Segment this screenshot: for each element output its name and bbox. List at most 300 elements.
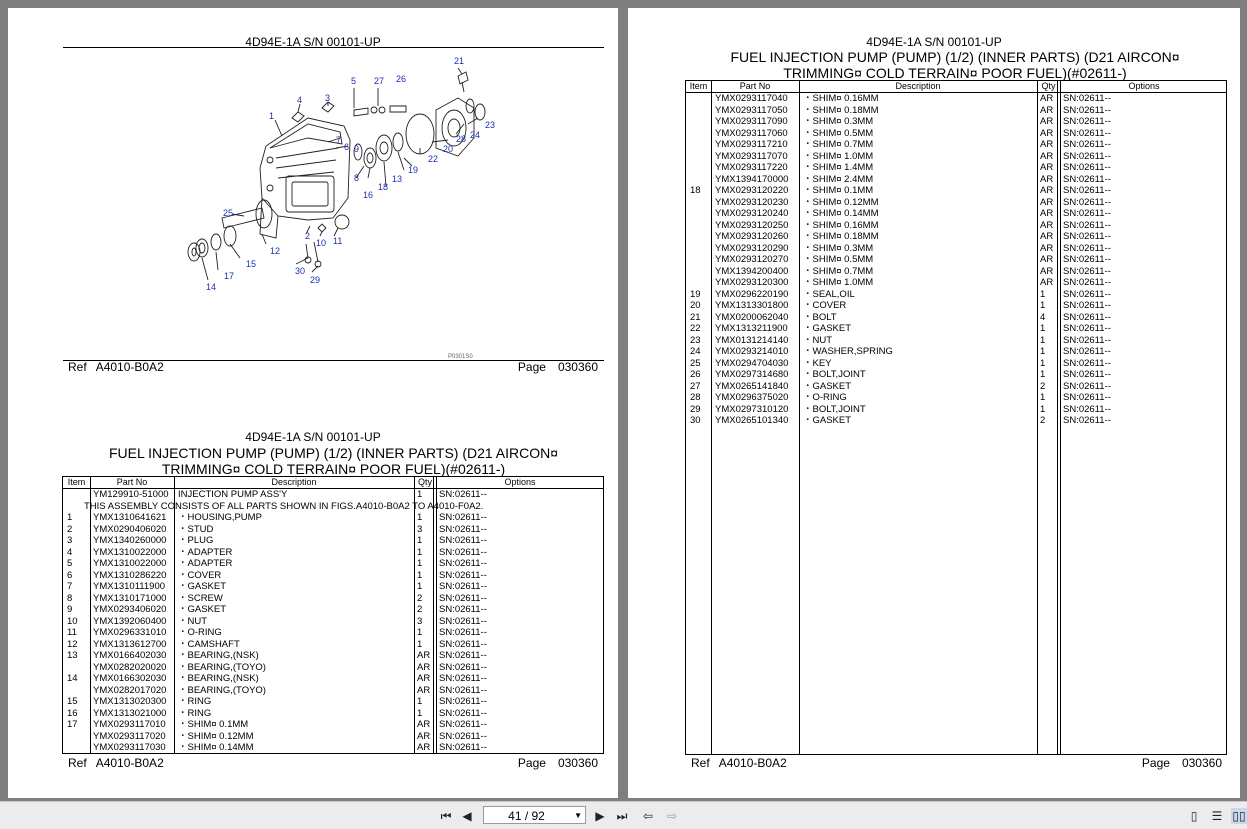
options: SN:02611-- bbox=[439, 730, 487, 742]
table-row bbox=[63, 501, 603, 513]
quantity: 1 bbox=[417, 512, 423, 523]
callout-number: 3 bbox=[325, 93, 331, 103]
item-number: 28 bbox=[690, 392, 701, 403]
part-number: YMX1313301800 bbox=[715, 300, 789, 311]
part-number: YMX0296375020 bbox=[715, 392, 789, 403]
part-description: ・SHIM¤ 0.5MM bbox=[803, 254, 874, 265]
callout-number: 15 bbox=[246, 259, 257, 269]
part-description: ・SHIM¤ 0.7MM bbox=[803, 265, 874, 277]
table-row bbox=[63, 708, 603, 720]
table-header-right: Item Part No Description Qty Options bbox=[686, 81, 1226, 93]
quantity: 2 bbox=[417, 592, 423, 604]
ref-label-right: Ref A4010-B0A2 bbox=[691, 756, 787, 770]
callout-number: 24 bbox=[470, 130, 481, 140]
table-row bbox=[63, 685, 603, 697]
part-description: ・HOUSING,PUMP bbox=[178, 512, 262, 523]
part-description: ・GASKET bbox=[803, 323, 852, 334]
callout-number: 22 bbox=[428, 154, 439, 164]
item-number: 16 bbox=[67, 707, 78, 719]
item-number: 3 bbox=[67, 535, 73, 546]
item-number: 20 bbox=[690, 300, 701, 311]
callout-number: 9 bbox=[354, 144, 360, 154]
quantity: 1 bbox=[1040, 288, 1046, 300]
part-number: YMX1313020300 bbox=[93, 696, 167, 707]
item-number: 17 bbox=[67, 719, 78, 730]
options: SN:02611-- bbox=[1063, 185, 1111, 196]
document-page-left bbox=[8, 8, 618, 798]
table-row bbox=[686, 254, 1226, 266]
part-number: YMX0293120230 bbox=[715, 196, 789, 208]
last-page-icon[interactable]: ⏭ bbox=[616, 809, 628, 823]
part-number: YMX0200062040 bbox=[715, 311, 789, 323]
parts-table-left bbox=[62, 476, 604, 754]
options: SN:02611-- bbox=[1063, 415, 1111, 426]
options: SN:02611-- bbox=[1063, 357, 1111, 369]
item-number: 7 bbox=[67, 581, 73, 592]
part-number: YMX1310641621 bbox=[93, 512, 167, 523]
quantity: AR bbox=[1040, 231, 1054, 242]
table-row bbox=[686, 266, 1226, 278]
options: SN:02611-- bbox=[1063, 104, 1111, 116]
table-row bbox=[63, 570, 603, 582]
item-number: 21 bbox=[690, 311, 701, 323]
item-number: 9 bbox=[67, 604, 73, 615]
part-description: ・BOLT,JOINT bbox=[803, 369, 866, 380]
options: SN:02611-- bbox=[1063, 162, 1111, 173]
options: SN:02611-- bbox=[439, 615, 487, 627]
callout-number: 5 bbox=[351, 76, 357, 86]
callout-number: 4 bbox=[297, 95, 303, 105]
table-row bbox=[63, 581, 603, 593]
part-number: YMX1310111900 bbox=[93, 581, 166, 592]
table-row bbox=[63, 558, 603, 570]
part-description: ・SHIM¤ 1.0MM bbox=[803, 150, 874, 162]
quantity: AR bbox=[1040, 277, 1054, 288]
table-row bbox=[63, 616, 603, 628]
table-row bbox=[63, 512, 603, 524]
options: SN:02611-- bbox=[1063, 334, 1111, 346]
quantity: AR bbox=[417, 719, 431, 730]
quantity: 1 bbox=[417, 569, 423, 581]
table-row bbox=[686, 300, 1226, 312]
item-number: 12 bbox=[67, 638, 78, 650]
part-description: ・SHIM¤ 0.14MM bbox=[803, 208, 879, 219]
table-row bbox=[63, 547, 603, 559]
item-number: 18 bbox=[690, 185, 701, 196]
quantity: AR bbox=[1040, 93, 1054, 104]
part-number: YMX0293117040 bbox=[715, 93, 788, 104]
part-description: ・NUT bbox=[178, 615, 208, 627]
table-row bbox=[686, 128, 1226, 140]
ref-label-top: Ref A4010-B0A2 bbox=[68, 360, 164, 374]
options: SN:02611-- bbox=[1063, 231, 1111, 242]
part-description: ・RING bbox=[178, 696, 212, 707]
options: SN:02611-- bbox=[439, 535, 487, 546]
part-number: YMX0293117050 bbox=[715, 104, 788, 116]
part-description: ・PLUG bbox=[178, 535, 214, 546]
quantity: 3 bbox=[417, 615, 423, 627]
options: SN:02611-- bbox=[1063, 380, 1111, 392]
quantity: AR bbox=[1040, 173, 1054, 185]
options: SN:02611-- bbox=[439, 638, 487, 650]
part-description: ・SHIM¤ 2.4MM bbox=[803, 173, 874, 185]
table-row bbox=[686, 105, 1226, 117]
page-number-top: Page 030360 bbox=[517, 360, 598, 374]
part-description: ・BEARING,(TOYO) bbox=[178, 684, 266, 696]
part-number: YMX0293117210 bbox=[715, 139, 788, 150]
options: SN:02611-- bbox=[439, 604, 487, 615]
options: SN:02611-- bbox=[1063, 311, 1111, 323]
callout-number: 14 bbox=[206, 282, 217, 292]
document-page-right bbox=[628, 8, 1240, 798]
part-description: ・GASKET bbox=[803, 415, 852, 426]
part-description: ・WASHER,SPRING bbox=[803, 346, 893, 357]
part-number: YMX0290406020 bbox=[93, 523, 167, 535]
callout-number: 11 bbox=[333, 236, 343, 246]
options: SN:02611-- bbox=[439, 650, 487, 661]
part-description: ・SHIM¤ 0.3MM bbox=[803, 242, 874, 254]
continuous-icon[interactable]: ☰ bbox=[1211, 809, 1223, 823]
part-description: ・RING bbox=[178, 707, 212, 719]
callout-number: 1 bbox=[269, 111, 275, 121]
part-description: ・ADAPTER bbox=[178, 558, 233, 569]
part-description: ・SHIM¤ 0.16MM bbox=[803, 219, 879, 231]
part-description: ・O-RING bbox=[178, 627, 222, 638]
table-row bbox=[686, 93, 1226, 105]
quantity: 1 bbox=[1040, 323, 1046, 334]
quantity: AR bbox=[417, 730, 431, 742]
callout-number: 19 bbox=[408, 165, 419, 175]
table-row bbox=[686, 174, 1226, 186]
table-row bbox=[686, 346, 1226, 358]
quantity: 1 bbox=[417, 546, 423, 558]
table-row bbox=[63, 604, 603, 616]
options: SN:02611-- bbox=[1063, 127, 1111, 139]
part-number: YMX1394170000 bbox=[715, 173, 789, 185]
options: SN:02611-- bbox=[439, 489, 487, 500]
part-number: YMX0297310120 bbox=[715, 403, 789, 415]
table-row bbox=[686, 323, 1226, 335]
quantity: AR bbox=[417, 673, 431, 684]
part-number: YMX0293120290 bbox=[715, 242, 789, 254]
quantity: 1 bbox=[417, 638, 423, 650]
table-row bbox=[63, 673, 603, 685]
callout-number: 20 bbox=[443, 144, 454, 154]
item-number: 10 bbox=[67, 615, 78, 627]
quantity: AR bbox=[417, 661, 431, 673]
part-description: ・O-RING bbox=[803, 392, 847, 403]
options: SN:02611-- bbox=[1063, 323, 1111, 334]
page-number-select[interactable] bbox=[483, 806, 586, 824]
table-row bbox=[63, 535, 603, 547]
quantity: AR bbox=[1040, 265, 1054, 277]
quantity: 1 bbox=[417, 696, 423, 707]
quantity: 1 bbox=[1040, 334, 1046, 346]
callout-number: 21 bbox=[454, 56, 465, 66]
options: SN:02611-- bbox=[439, 661, 487, 673]
part-description: ・SHIM¤ 0.18MM bbox=[803, 104, 879, 116]
table-row bbox=[686, 335, 1226, 347]
item-number: 30 bbox=[690, 415, 701, 426]
callout-number: 8 bbox=[354, 173, 360, 183]
item-number: 14 bbox=[67, 673, 78, 684]
quantity: 1 bbox=[1040, 369, 1046, 380]
part-number: YMX0293120300 bbox=[715, 277, 789, 288]
options: SN:02611-- bbox=[1063, 288, 1111, 300]
options: SN:02611-- bbox=[439, 673, 487, 684]
quantity: AR bbox=[1040, 104, 1054, 116]
options: SN:02611-- bbox=[439, 558, 487, 569]
part-description: ・SHIM¤ 0.12MM bbox=[178, 730, 254, 742]
page-indicator: 41 / 92 bbox=[508, 809, 545, 823]
options: SN:02611-- bbox=[1063, 346, 1111, 357]
quantity: 1 bbox=[1040, 357, 1046, 369]
part-description: ・SHIM¤ 0.7MM bbox=[803, 139, 874, 150]
part-number: YMX0293117090 bbox=[715, 116, 788, 127]
part-number: YMX1313211900 bbox=[715, 323, 788, 334]
prev-page-icon[interactable]: ◀ bbox=[462, 809, 472, 823]
table-row bbox=[686, 197, 1226, 209]
table-row bbox=[686, 392, 1226, 404]
part-description: ・COVER bbox=[178, 569, 222, 581]
part-description: ・SCREW bbox=[178, 592, 223, 604]
quantity: AR bbox=[1040, 150, 1054, 162]
options: SN:02611-- bbox=[1063, 173, 1111, 185]
part-number: YMX0265141840 bbox=[715, 380, 789, 392]
options: SN:02611-- bbox=[1063, 139, 1111, 150]
section-title-right: FUEL INJECTION PUMP (PUMP) (1/2) (INNER PARTS) (D21 AIRCON¤ TRIMMING¤ COLD TERRAIN¤ POOR FUEL)(#02611-) bbox=[730, 49, 1180, 81]
quantity: AR bbox=[417, 684, 431, 696]
part-number: YMX1340260000 bbox=[93, 535, 167, 546]
part-number: YMX0293117220 bbox=[715, 162, 788, 173]
quantity: 4 bbox=[1040, 311, 1046, 323]
quantity: 1 bbox=[1040, 403, 1046, 415]
page-number-right: Page 030360 bbox=[1141, 756, 1222, 770]
callout-number: 18 bbox=[378, 182, 389, 192]
part-number: YMX0131214140 bbox=[715, 334, 789, 346]
item-number: 15 bbox=[67, 696, 78, 707]
options: SN:02611-- bbox=[1063, 403, 1111, 415]
first-page-icon[interactable]: ⏮ bbox=[440, 809, 452, 823]
part-description: ・STUD bbox=[178, 523, 214, 535]
part-description: ・BEARING,(TOYO) bbox=[178, 661, 266, 673]
table-row bbox=[686, 404, 1226, 416]
next-page-icon[interactable]: ▶ bbox=[595, 809, 605, 823]
table-row bbox=[686, 151, 1226, 163]
quantity: 3 bbox=[417, 523, 423, 535]
item-number: 1 bbox=[67, 512, 73, 523]
quantity: AR bbox=[1040, 208, 1054, 219]
figure-code: P0301S0 bbox=[448, 354, 473, 360]
options: SN:02611-- bbox=[1063, 300, 1111, 311]
options: SN:02611-- bbox=[439, 569, 487, 581]
exploded-parts-diagram bbox=[158, 48, 498, 298]
callout-number: 25 bbox=[223, 208, 234, 218]
part-number: YMX0293406020 bbox=[93, 604, 167, 615]
table-row bbox=[686, 139, 1226, 151]
options: SN:02611-- bbox=[1063, 219, 1111, 231]
section-header: 4D94E-1A S/N 00101-UP bbox=[245, 430, 381, 444]
part-description: ・GASKET bbox=[178, 581, 227, 592]
options: SN:02611-- bbox=[439, 719, 487, 730]
item-number: 19 bbox=[690, 288, 701, 300]
callout-number: 23 bbox=[485, 120, 496, 130]
part-number: YMX1392060400 bbox=[93, 615, 167, 627]
options: SN:02611-- bbox=[439, 684, 487, 696]
options: SN:02611-- bbox=[1063, 392, 1111, 403]
options: SN:02611-- bbox=[439, 523, 487, 535]
options: SN:02611-- bbox=[1063, 150, 1111, 162]
item-number: 13 bbox=[67, 650, 78, 661]
quantity: AR bbox=[1040, 185, 1054, 196]
options: SN:02611-- bbox=[439, 546, 487, 558]
callout-number: 7 bbox=[336, 135, 342, 145]
item-number: 6 bbox=[67, 569, 73, 581]
quantity: 1 bbox=[417, 535, 423, 546]
part-description: ・SHIM¤ 0.16MM bbox=[803, 93, 879, 104]
callout-number: 30 bbox=[295, 266, 306, 276]
two-page-icon[interactable]: ▯▯ bbox=[1232, 809, 1246, 823]
callout-number: 12 bbox=[270, 246, 281, 256]
quantity: AR bbox=[417, 742, 431, 753]
callout-number: 27 bbox=[374, 76, 385, 86]
table-row bbox=[686, 277, 1226, 289]
page-header: 4D94E-1A S/N 00101-UP bbox=[245, 35, 381, 49]
page-header-right: 4D94E-1A S/N 00101-UP bbox=[866, 35, 1002, 49]
quantity: 1 bbox=[417, 707, 423, 719]
part-description: ・SHIM¤ 0.14MM bbox=[178, 742, 254, 753]
part-number: YMX0294704030 bbox=[715, 357, 789, 369]
quantity: 1 bbox=[1040, 346, 1046, 357]
table-row bbox=[686, 358, 1226, 370]
options: SN:02611-- bbox=[439, 742, 487, 753]
part-number: YMX0293120250 bbox=[715, 219, 789, 231]
options: SN:02611-- bbox=[439, 581, 487, 592]
part-number: YMX0296220190 bbox=[715, 288, 789, 300]
table-row bbox=[686, 312, 1226, 324]
assembly-note: THIS ASSEMBLY CONSISTS OF ALL PARTS SHOWN IN FIGS.A4010-B0A2 TO A4010-F0A2. bbox=[84, 500, 484, 512]
part-number: YMX0293120220 bbox=[715, 185, 789, 196]
callout-number: 29 bbox=[310, 275, 321, 285]
quantity: 1 bbox=[417, 489, 423, 500]
quantity: 2 bbox=[1040, 380, 1046, 392]
item-number: 22 bbox=[690, 323, 701, 334]
options: SN:02611-- bbox=[439, 627, 487, 638]
table-row bbox=[686, 220, 1226, 232]
part-description: ・SHIM¤ 0.3MM bbox=[803, 116, 874, 127]
table-row bbox=[63, 489, 603, 501]
table-row bbox=[686, 162, 1226, 174]
part-description: ・BEARING,(NSK) bbox=[178, 650, 259, 661]
part-number: YMX1313021000 bbox=[93, 707, 167, 719]
item-number: 24 bbox=[690, 346, 701, 357]
item-number: 11 bbox=[67, 627, 77, 638]
quantity: 1 bbox=[417, 581, 423, 592]
quantity: AR bbox=[1040, 162, 1054, 173]
callout-number: 16 bbox=[363, 190, 374, 200]
options: SN:02611-- bbox=[1063, 242, 1111, 254]
quantity: 1 bbox=[417, 627, 423, 638]
single-page-icon[interactable]: ▯ bbox=[1190, 809, 1198, 823]
options: SN:02611-- bbox=[1063, 369, 1111, 380]
quantity: 1 bbox=[417, 558, 423, 569]
callout-number: 13 bbox=[392, 174, 403, 184]
part-description: ・SHIM¤ 0.1MM bbox=[178, 719, 249, 730]
quantity: AR bbox=[1040, 116, 1054, 127]
ref-label-bottom: Ref A4010-B0A2 bbox=[68, 756, 164, 770]
table-row bbox=[63, 593, 603, 605]
table-row bbox=[63, 719, 603, 731]
part-description: ・ADAPTER bbox=[178, 546, 233, 558]
quantity: AR bbox=[417, 650, 431, 661]
part-number: YMX0293117070 bbox=[715, 150, 788, 162]
part-description: INJECTION PUMP ASS'Y bbox=[178, 489, 288, 500]
part-number: YMX0282020020 bbox=[93, 661, 167, 673]
part-description: ・BEARING,(NSK) bbox=[178, 673, 259, 684]
table-row bbox=[63, 731, 603, 743]
part-description: ・SHIM¤ 0.5MM bbox=[803, 127, 874, 139]
options: SN:02611-- bbox=[1063, 254, 1111, 265]
callout-number: 2 bbox=[305, 231, 311, 241]
part-description: ・KEY bbox=[803, 357, 832, 369]
part-description: ・CAMSHAFT bbox=[178, 638, 240, 650]
part-number: YMX0293117030 bbox=[93, 742, 166, 753]
options: SN:02611-- bbox=[439, 512, 487, 523]
part-description: ・BOLT,JOINT bbox=[803, 403, 866, 415]
part-number: YMX1313612700 bbox=[93, 638, 167, 650]
table-row bbox=[63, 662, 603, 674]
quantity: 2 bbox=[1040, 415, 1046, 426]
page-number-bottom: Page 030360 bbox=[517, 756, 598, 770]
options: SN:02611-- bbox=[1063, 265, 1111, 277]
part-description: ・COVER bbox=[803, 300, 847, 311]
quantity: AR bbox=[1040, 219, 1054, 231]
options: SN:02611-- bbox=[1063, 116, 1111, 127]
table-header: Item Part No Description Qty Options bbox=[63, 477, 603, 489]
callout-number: 26 bbox=[396, 74, 407, 84]
callout-number: 6 bbox=[344, 142, 350, 152]
viewer-toolbar bbox=[0, 801, 1247, 829]
table-row bbox=[686, 231, 1226, 243]
table-row bbox=[63, 627, 603, 639]
table-row bbox=[63, 742, 603, 754]
item-number: 25 bbox=[690, 357, 701, 369]
quantity: 1 bbox=[1040, 300, 1046, 311]
part-number: YMX1310171000 bbox=[93, 592, 167, 604]
part-number: YM129910-51000 bbox=[93, 489, 169, 500]
part-number: YMX0296331010 bbox=[93, 627, 167, 638]
parts-table-right bbox=[685, 80, 1227, 755]
table-row bbox=[686, 381, 1226, 393]
go-back-icon[interactable]: ⇦ bbox=[642, 809, 654, 823]
part-number: YMX1394200400 bbox=[715, 265, 789, 277]
options: SN:02611-- bbox=[439, 696, 487, 707]
table-row bbox=[686, 243, 1226, 255]
quantity: AR bbox=[1040, 127, 1054, 139]
part-description: ・SHIM¤ 1.0MM bbox=[803, 277, 874, 288]
part-description: ・SEAL,OIL bbox=[803, 288, 855, 300]
part-description: ・BOLT bbox=[803, 311, 837, 323]
part-description: ・NUT bbox=[803, 334, 833, 346]
part-number: YMX0293117010 bbox=[93, 719, 166, 730]
part-description: ・SHIM¤ 0.1MM bbox=[803, 185, 874, 196]
go-forward-icon[interactable]: ⇨ bbox=[666, 809, 678, 823]
part-number: YMX0293120260 bbox=[715, 231, 789, 242]
part-number: YMX0282017020 bbox=[93, 684, 167, 696]
item-number: 26 bbox=[690, 369, 701, 380]
item-number: 23 bbox=[690, 334, 701, 346]
part-description: ・SHIM¤ 0.18MM bbox=[803, 231, 879, 242]
